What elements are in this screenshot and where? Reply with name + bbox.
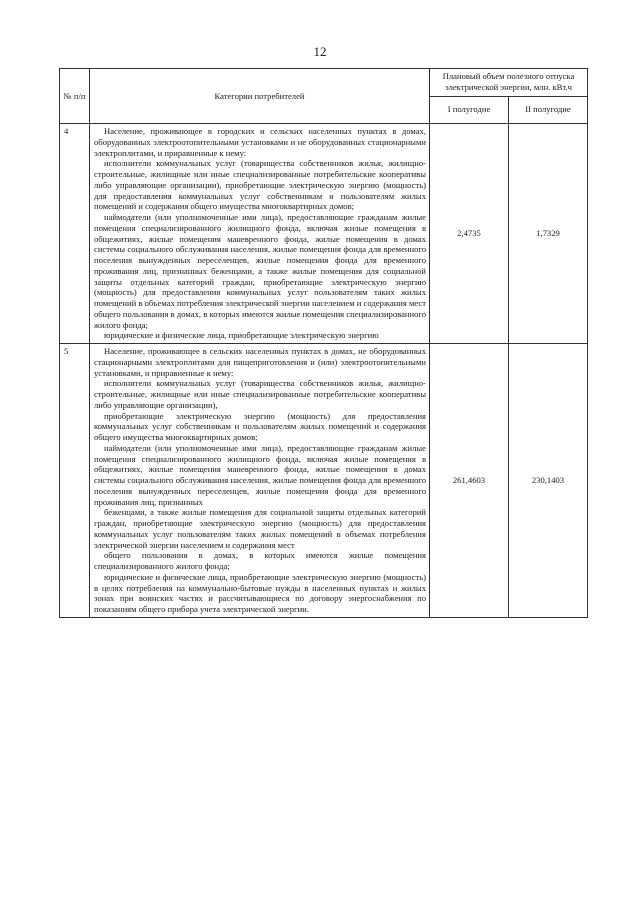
consumption-table	[59, 68, 588, 618]
category-paragraph: общего пользования в домах, в которых имеются жилые помещения специализированного жилого фонда;	[94, 550, 426, 571]
header-half-2: II полугодие	[509, 96, 588, 124]
category-paragraph: Население, проживающее в сельских населенных пунктах в домах, не оборудованных стационарными электроплитами для пищеприготовления и (или) электроотопительными установками, и приравненные к нему:	[94, 346, 426, 378]
category-paragraph: наймодатели (или уполномоченные ими лица), предоставляющие гражданам жилые помещения специализированного жилищного фонда, включая жилые помещения в общежитиях, жилые помещения маневренного фонда, жилые помещения в домах системы социального обслуживания населения, жилые помещения фонда для временного поселения вынужденных переселенцев, жилые помещения фонда для временного проживания лиц, признанных	[94, 442, 426, 507]
table-row	[60, 124, 588, 344]
category-paragraph: юридические и физические лица, приобретающие электрическую энергию	[104, 330, 379, 341]
header-plan-volume: Плановый объем полезного отпуска электрической энергии, млн. кВт.ч	[430, 69, 588, 97]
header-category: Категории потребителей	[90, 69, 430, 124]
category-paragraph: юридические и физические лица, приобретающие электрическую энергию (мощность) в целях потребления на коммунально-бытовые нужды в населенных пунктах и жилых зонах при воинских частях и рассчитывающиеся по договору энергоснабжения по показаниям общего прибора учета электрической энергии.	[94, 571, 426, 614]
category-cell	[90, 124, 430, 344]
category-cell	[90, 344, 430, 618]
category-paragraph: приобретающие электрическую энергию (мощность) для предоставления коммунальных услуг собственникам и пользователям жилых помещений и содержания общего имущества многоквартирных домов;	[94, 410, 426, 442]
table-header-row	[60, 69, 588, 97]
category-paragraph: исполнители коммунальных услуг (товарищества собственников жилья, жилищно-строительные, жилищные или иные специализированные потребительские кооперативы либо управляющие организации),	[94, 378, 426, 410]
half-1-value: 2,4735	[430, 124, 509, 344]
row-number: 5	[60, 344, 90, 618]
category-paragraph: беженцами, а также жилые помещения для социальной защиты отдельных категорий граждан, приобретающие электрическую энергию (мощность) для предоставления коммунальных услуг пользователям таких жилых помещений в объемах потребления электрической энергии населением и содержания мест	[94, 507, 426, 550]
row-number: 4	[60, 124, 90, 344]
page-number: 12	[313, 44, 327, 59]
half-2-value: 1,7329	[509, 124, 588, 344]
table-row	[60, 344, 588, 618]
category-paragraph: Население, проживающее в городских и сельских населенных пунктах в домах, оборудованных электроотопительными установками и не оборудованных стационарными электроплитами, и приравненные к нему:	[94, 126, 426, 158]
header-no: № п/п	[60, 69, 90, 124]
header-half-1: I полугодие	[430, 96, 509, 124]
category-paragraph: исполнители коммунальных услуг (товарищества собственников жилья, жилищно-строительные, жилищные или иные специализированные потребительские кооперативы либо управляющие организации), приобретающие электрическую энергию (мощность) для предоставления коммунальных услуг собственникам и пользователям жилых помещений и содержания общего имущества многоквартирных домов;	[94, 158, 426, 212]
half-2-value: 230,1403	[509, 344, 588, 618]
half-1-value: 261,4603	[430, 344, 509, 618]
category-paragraph: наймодатели (или уполномоченные ими лица), предоставляющие гражданам жилые помещения специализированного жилищного фонда, включая жилые помещения в общежитиях, жилые помещения маневренного фонда, жилые помещения в домах системы социального обслуживания населения, жилые помещения фонда для временного поселения вынужденных переселенцев, жилые помещения фонда для временного проживания лиц, признанных беженцами, а также жилые помещения для социальной защиты отдельных категорий граждан, приобретающие электрическую энергию (мощность) для предоставления коммунальных услуг пользователям таких жилых помещений в объемах потребления электрической энергии населением и содержания мест общего пользования в домах, в которых имеются жилые помещения специализированного жилого фонда;	[94, 212, 426, 330]
